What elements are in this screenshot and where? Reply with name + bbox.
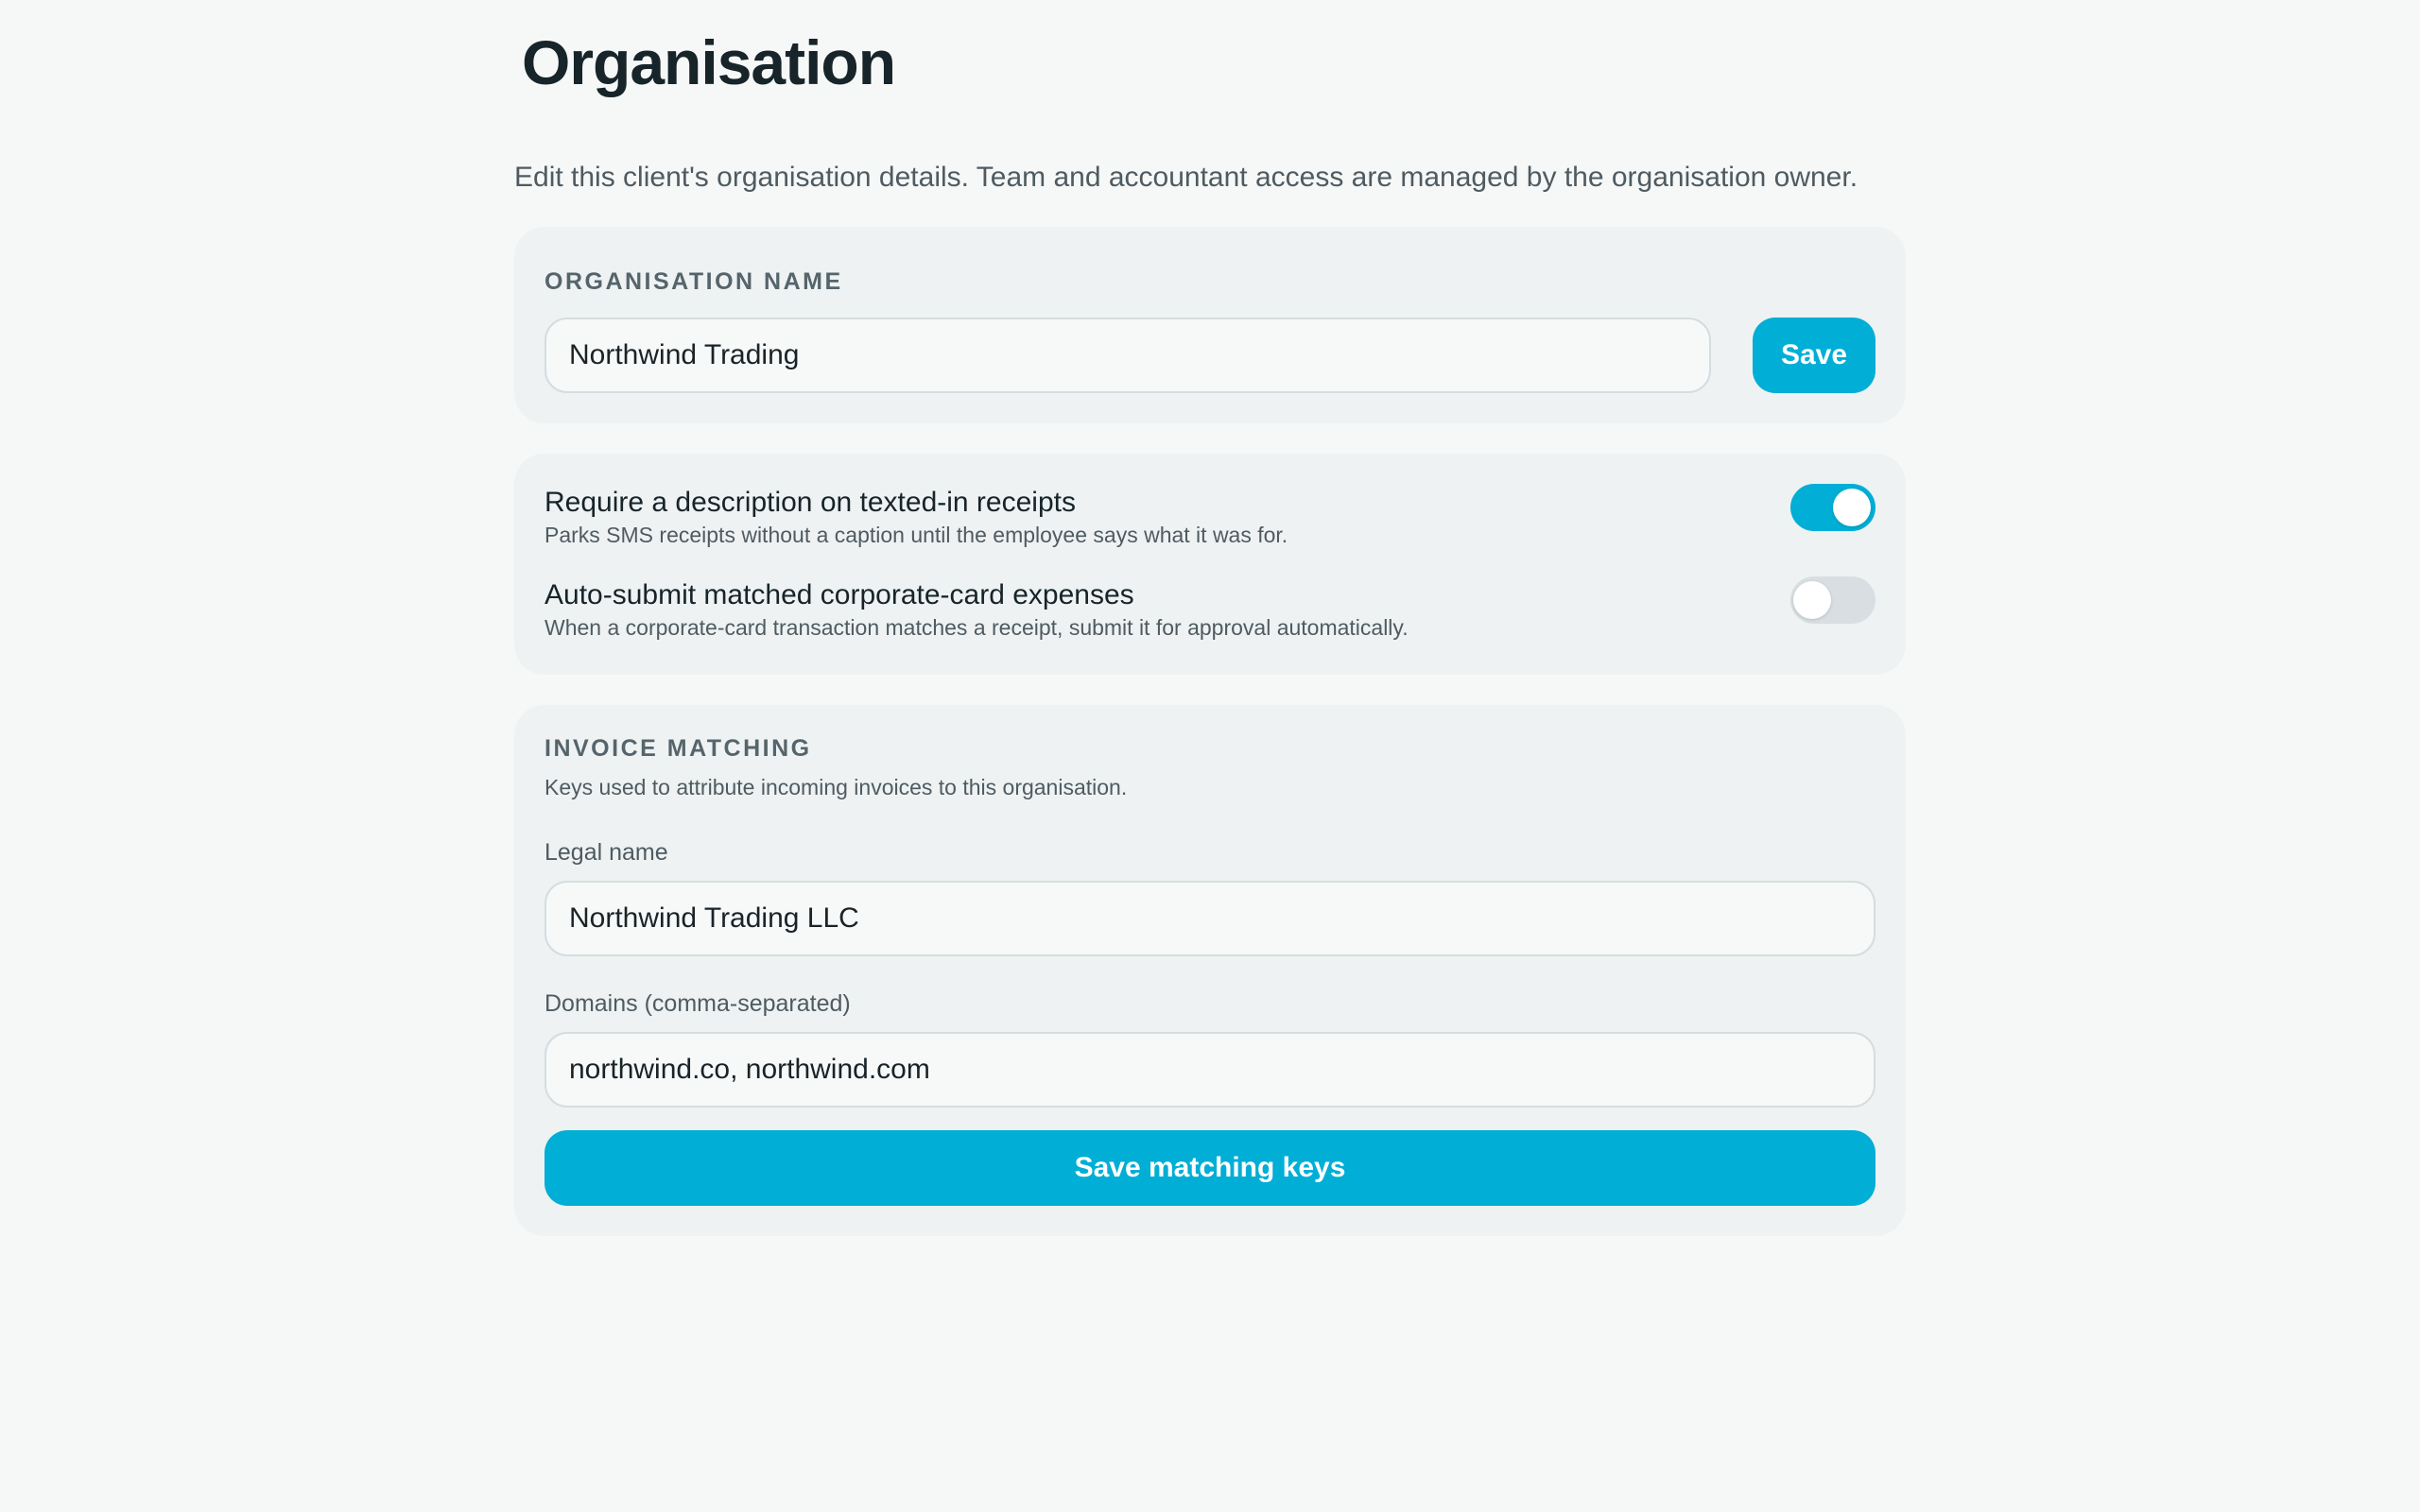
auto-submit-title: Auto-submit matched corporate-card expenses — [544, 579, 1134, 610]
domains-label: Domains (comma-separated) — [544, 990, 851, 1017]
save-matching-keys-button[interactable]: Save matching keys — [544, 1130, 1876, 1206]
invoice-matching-hint: Keys used to attribute incoming invoices to this organisation. — [544, 775, 1128, 799]
page-title: Organisation — [522, 27, 896, 97]
require-description-subtitle: Parks SMS receipts without a caption until the employee says what it was for. — [544, 523, 1288, 547]
legal-name-label: Legal name — [544, 839, 668, 866]
legal-name-input[interactable] — [544, 881, 1876, 956]
organisation-name-label: ORGANISATION NAME — [544, 268, 843, 295]
require-description-title: Require a description on texted-in receipts — [544, 487, 1076, 518]
page-description: Edit this client's organisation details. Team and accountant access are managed by the organisation owner. — [514, 162, 1858, 193]
invoice-matching-card — [514, 705, 1906, 1236]
require-description-toggle[interactable] — [1790, 484, 1876, 531]
organisation-name-card — [514, 227, 1906, 423]
invoice-matching-label: INVOICE MATCHING — [544, 735, 812, 762]
auto-submit-subtitle: When a corporate-card transaction matches a receipt, submit it for approval automatically. — [544, 615, 1409, 640]
domains-input[interactable] — [544, 1032, 1876, 1108]
toggle-knob — [1793, 581, 1831, 619]
save-organisation-name-button[interactable]: Save — [1753, 318, 1876, 393]
receipt-settings-card — [514, 454, 1906, 675]
toggle-knob — [1833, 489, 1871, 526]
auto-submit-toggle[interactable] — [1790, 576, 1876, 624]
organisation-name-input[interactable] — [544, 318, 1711, 393]
